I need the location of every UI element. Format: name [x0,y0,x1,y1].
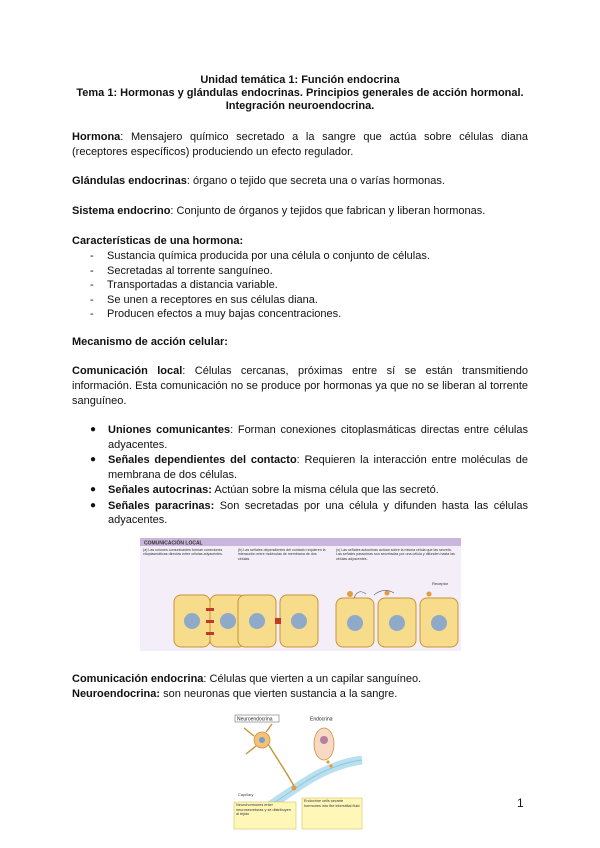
comunicacion-local-paragraph [72,364,528,409]
neuroendocrina-text: son neuronas que vierten sustancia a la sangre. [160,688,398,700]
neuroendocrina-label: Neuroendocrina [237,716,273,723]
gap-junction [206,608,214,611]
endocrina-term: Comunicación endocrina [72,673,204,685]
gap-junction [206,632,214,635]
glandulas-text: : órgano o tejido que secreta una o varías hormonas. [186,175,445,187]
list-item: - Transportadas a distancia variable. [90,279,278,291]
nucleus [249,613,265,629]
hormone-particle [329,764,332,767]
panel-c-caption: (c) Las señales autocrinas actúan sobre la misma célula que las secretó. Las señales paracrinas son secretadas por una célula y difunden hasta las células adyacentes. [336,548,455,561]
list-item: ● Uniones comunicantes: Forman conexiones citoplasmáticas directas entre células adyacentes. [90,424,528,451]
endocrina-paragraph [72,672,528,687]
nucleus [389,615,405,631]
list-item: ● Señales paracrinas: Son secretadas por una célula y difunden hasta las células adyacentes. [90,499,528,526]
glandulas-definition [72,174,528,189]
mecanismo-bullets [90,423,528,529]
figure-header-text: COMUNICACIÓN LOCAL [144,540,203,547]
signal-molecule [427,592,432,597]
hormone-particle [326,760,329,763]
list-item: - Producen efectos a muy bajas concentraciones. [90,308,342,320]
nucleus [291,613,307,629]
signal-molecule [347,591,353,597]
local-text: : Células cercanas, próximas entre sí se están transmitiendo información. Esta comunicación no se produce por hormonas ya que no se liberan al torrente sanguíneo. [72,365,528,407]
panel-b-caption: (b) Las señales dependientes del contacto requieren la interacción entre moléculas de membrana de dos células. [238,548,326,561]
caption-left: Neurohormones enter neurosecretoras y se distribuyen al tejido [236,803,291,817]
list-item: - Sustancia química producida por una célula o conjunto de células. [90,250,430,262]
contact-molecule [275,618,281,624]
list-item: ● Señales dependientes del contacto: Requieren la interacción entre moléculas de membrana de dos células. [90,454,528,481]
page-number: 1 [517,796,524,810]
nucleus [184,613,200,629]
panel-a-caption: (a) Las uniones comunicantes forman conexiones citoplasmáticas directas entre células adyacentes. [143,548,223,557]
sistema-definition [72,204,528,219]
topic-title-cont: Integración neuroendocrina. [225,100,375,112]
caracteristicas-heading: Características de una hormona: [72,235,244,247]
list-item: - Secretadas al torrente sanguíneo. [90,264,273,277]
sistema-text: : Conjunto de órganos y tejidos que fabrican y liberan hormonas. [170,205,486,217]
list-item: - Se unen a receptores en sus células diana. [90,293,318,306]
nucleus [431,615,447,631]
neuroendocrine-figure [232,714,364,831]
caracteristicas-list [72,249,528,322]
hormona-text: : Mensajero químico secretado a la sangre que actúa sobre células diana (receptores específicos) produciendo un efecto regulador. [72,131,528,158]
glandulas-term: Glándulas endocrinas [72,175,187,187]
capillary-label: Capillary [238,792,254,797]
panel-a-cells [174,595,246,647]
caption-right: Endocrine cells secrete hormones into the interstitial fluid [304,799,360,808]
nucleus [347,615,363,631]
axon-terminal [292,786,297,791]
hormona-definition [72,130,528,160]
topic-title: Tema 1: Hormonas y glándulas endocrinas. Principios generales de acción hormonal. [76,87,524,99]
unit-title: Unidad temática 1: Función endocrina [200,74,400,86]
neuroendocrina-paragraph [72,687,528,702]
local-communication-figure [140,538,461,651]
local-term: Comunicación local [72,365,183,377]
sistema-term: Sistema endocrino [72,205,171,217]
nucleus [220,613,236,629]
gap-junction [206,620,214,623]
neuroendocrina-term: Neuroendocrina: [72,688,161,700]
endocrina-text: : Células que vierten a un capilar sanguíneo. [203,673,422,685]
neuron-nucleus [259,737,265,743]
endocrine-nucleus [320,736,328,744]
list-item: ● Señales autocrinas: Actúan sobre la misma célula que las secretó. [90,484,439,496]
endocrina-label: Endocrina [310,716,333,723]
hormona-term: Hormona [72,131,121,143]
receptor-label: Receptor [432,581,449,586]
signal-molecule [385,591,390,596]
mecanismo-heading: Mecanismo de acción celular: [72,336,228,348]
